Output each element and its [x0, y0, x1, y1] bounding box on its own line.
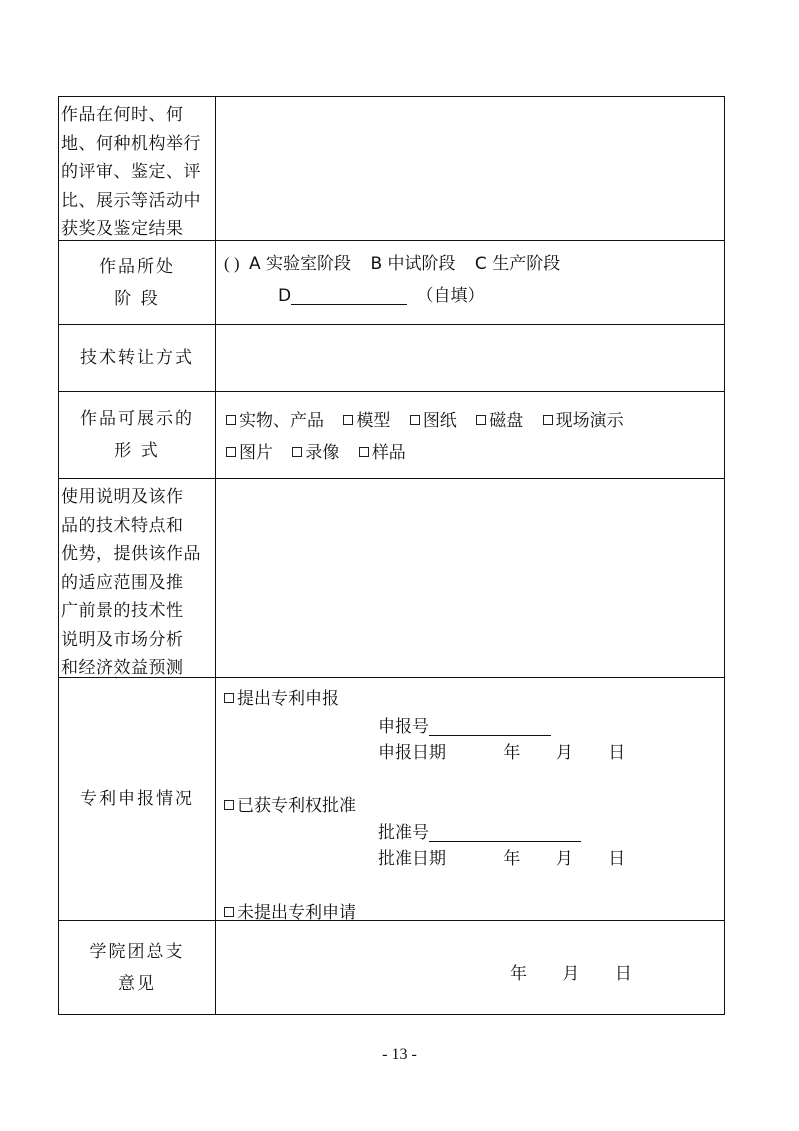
patent-label — [59, 678, 216, 920]
patent-approved-option[interactable]: 已获专利权批准 — [224, 791, 356, 816]
stage-options — [224, 249, 560, 274]
awards-label-line: 比、展示等活动中 — [61, 190, 201, 211]
awards-field[interactable] — [216, 97, 724, 240]
checkbox[interactable] — [224, 907, 234, 917]
patent-approval-date: 批准日期 年 月 日 — [378, 849, 626, 869]
patent-approval-no: 批准号 — [378, 818, 581, 843]
checkbox[interactable] — [226, 447, 236, 457]
checkbox[interactable] — [292, 447, 302, 457]
checkbox[interactable] — [410, 415, 420, 425]
stage-option-d: D — [278, 286, 292, 306]
usage-label-line: 品的技术特点和 — [61, 515, 184, 536]
entry-form-table — [58, 96, 725, 1015]
display-label — [59, 392, 216, 478]
checkbox[interactable] — [476, 415, 486, 425]
checkbox[interactable] — [359, 447, 369, 457]
stage-option-d-line — [278, 281, 485, 306]
usage-label-line: 的适应范围及推 — [61, 572, 184, 593]
display-option[interactable]: 图片 — [226, 443, 273, 463]
display-option[interactable]: 现场演示 — [543, 411, 624, 431]
opinion-label — [59, 921, 216, 1014]
display-options-line2 — [226, 438, 406, 463]
awards-row — [59, 97, 724, 241]
stage-choice-paren[interactable]: ( ) — [224, 254, 240, 273]
patent-app-date: 申报日期 年 月 日 — [378, 743, 626, 763]
opinion-field[interactable] — [216, 921, 724, 1014]
stage-label-line: 阶 段 — [114, 288, 160, 309]
checkbox[interactable] — [226, 415, 236, 425]
usage-field[interactable] — [216, 479, 724, 677]
display-option[interactable]: 录像 — [292, 443, 339, 463]
opinion-label-line: 意见 — [118, 973, 156, 994]
usage-label-line: 广前景的技术性 — [61, 601, 184, 621]
checkbox[interactable] — [224, 693, 234, 703]
awards-label-line: 的评审、鉴定、评 — [61, 162, 201, 182]
stage-field[interactable] — [216, 241, 724, 324]
transfer-field[interactable] — [216, 325, 724, 391]
checkbox[interactable] — [343, 415, 353, 425]
awards-label-line: 作品在何时、何 — [61, 105, 184, 125]
display-options-line1 — [226, 406, 624, 431]
opinion-row — [59, 921, 724, 1014]
patent-app-no-blank[interactable] — [429, 717, 551, 736]
display-option[interactable]: 图纸 — [410, 411, 457, 431]
stage-option-d-blank[interactable] — [291, 286, 407, 305]
awards-label-line: 获奖及鉴定结果 — [61, 219, 184, 239]
patent-not-applied-option[interactable]: 未提出专利申请 — [224, 898, 356, 923]
checkbox[interactable] — [224, 800, 234, 810]
display-option[interactable]: 实物、产品 — [226, 411, 324, 431]
display-row — [59, 392, 724, 479]
patent-applied-option[interactable]: 提出专利申报 — [224, 684, 339, 709]
usage-label — [59, 479, 216, 677]
display-label-line: 形 式 — [114, 441, 160, 461]
opinion-label-line: 学院团总支 — [89, 941, 185, 962]
usage-label-line: 优势，提供该作品 — [61, 544, 201, 564]
transfer-label-text: 技术转让方式 — [80, 348, 194, 368]
stage-option-a: A 实验室阶段 — [248, 254, 352, 274]
page-number: - 13 - — [382, 1046, 417, 1063]
stage-label-line: 作品所处 — [99, 256, 175, 277]
usage-row — [59, 479, 724, 678]
patent-app-no: 申报号 — [378, 712, 551, 737]
patent-field — [216, 678, 724, 923]
checkbox[interactable] — [543, 415, 553, 425]
patent-row — [59, 678, 724, 921]
display-label-line: 作品可展示的 — [80, 409, 194, 429]
display-option[interactable]: 样品 — [359, 443, 406, 463]
stage-label — [59, 241, 216, 324]
stage-self-fill-note: （自填） — [416, 286, 485, 306]
display-option[interactable]: 模型 — [343, 411, 390, 431]
stage-row — [59, 241, 724, 325]
usage-label-line: 使用说明及该作 — [61, 487, 184, 507]
patent-approval-no-blank[interactable] — [429, 823, 581, 842]
stage-option-c: C 生产阶段 — [474, 254, 561, 274]
usage-label-line: 说明及市场分析 — [61, 629, 184, 650]
display-field — [216, 392, 724, 478]
opinion-date: 年 月 日 — [510, 964, 632, 984]
display-option[interactable]: 磁盘 — [476, 411, 523, 431]
transfer-row — [59, 325, 724, 392]
awards-label-line: 地、何种机构举行 — [61, 133, 201, 154]
awards-label — [59, 97, 216, 240]
stage-option-b: B 中试阶段 — [370, 254, 456, 274]
transfer-label — [59, 325, 216, 391]
patent-label-text: 专利申报情况 — [80, 789, 194, 809]
usage-label-line: 和经济效益预测 — [61, 658, 184, 678]
